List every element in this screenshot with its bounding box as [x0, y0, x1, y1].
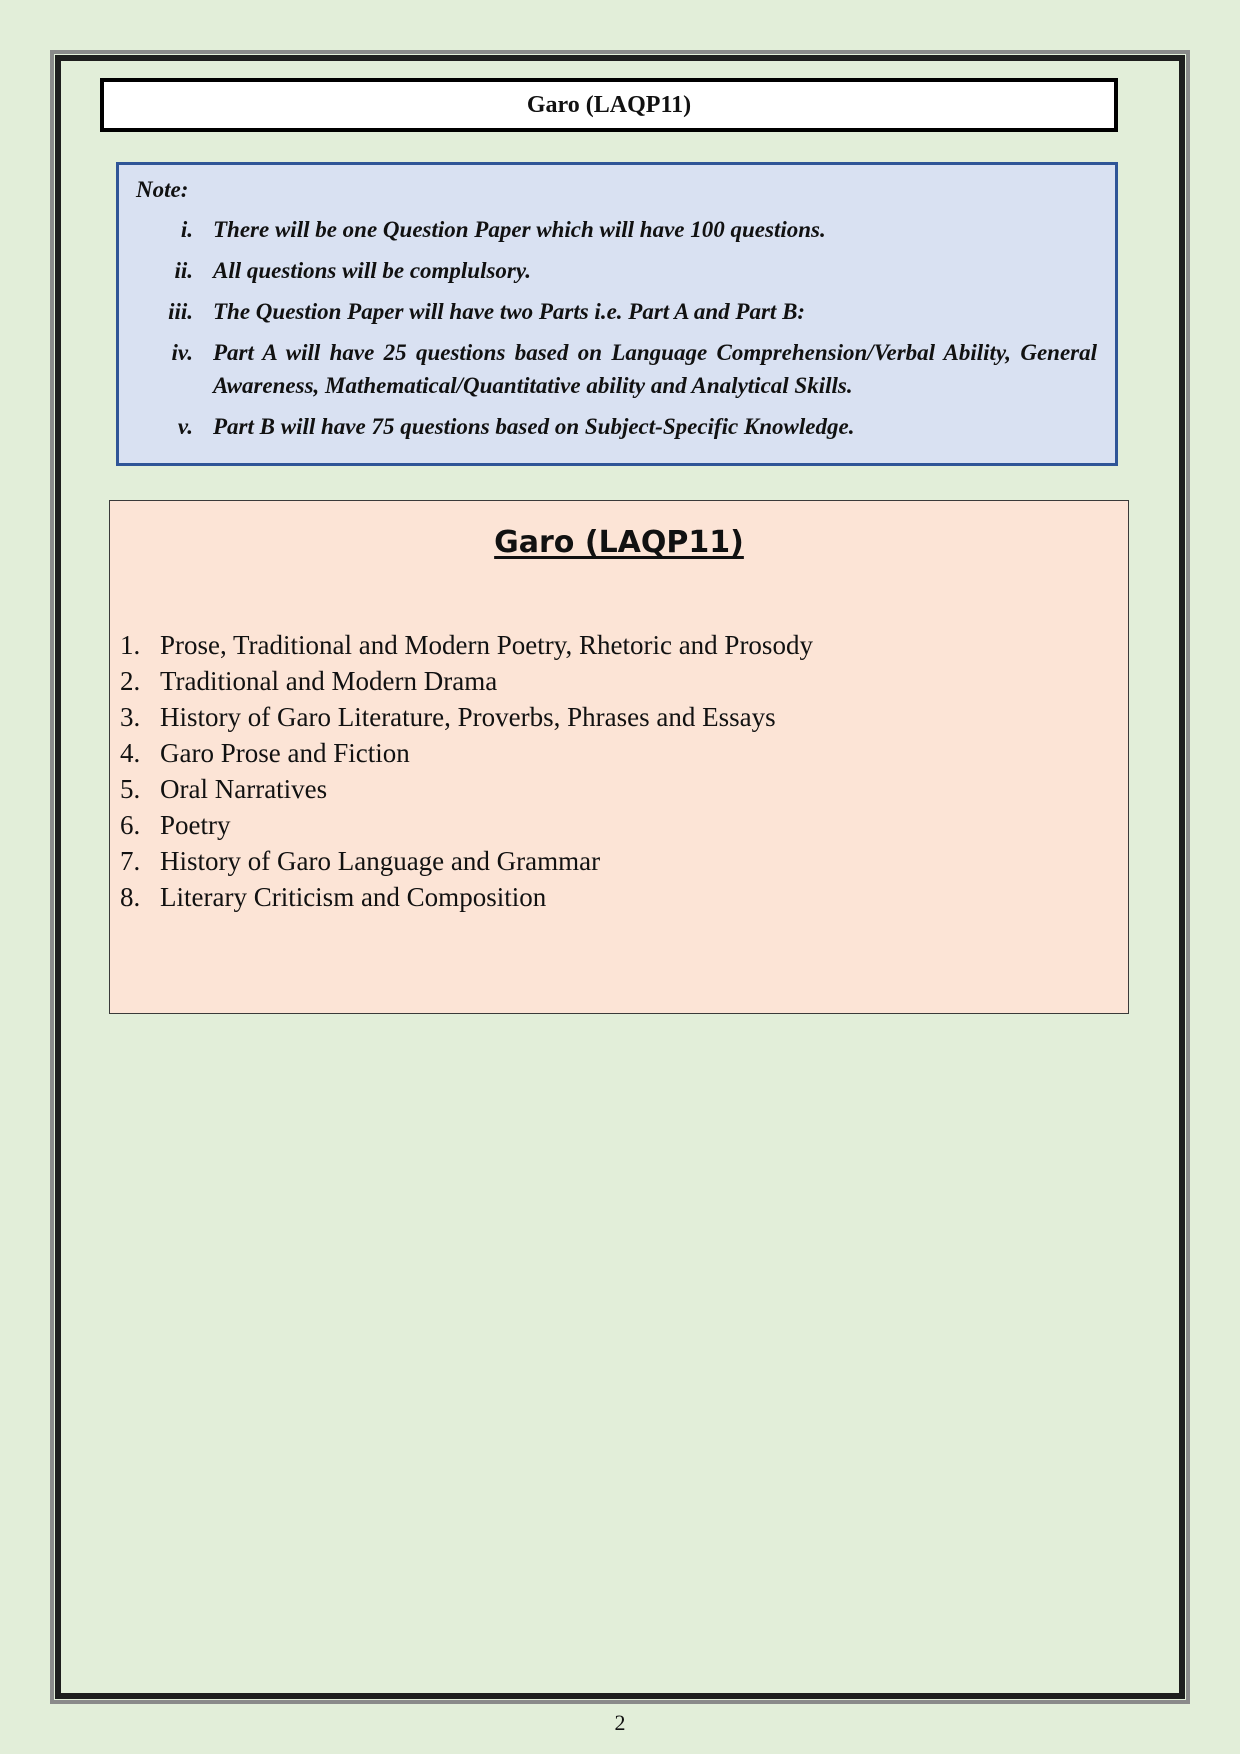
- note-box: [116, 162, 1118, 466]
- note-item: [136, 254, 1097, 287]
- topic-list: [120, 627, 1108, 915]
- note-item-text: All questions will be complulsory.: [213, 258, 531, 283]
- topic-item: [120, 663, 1108, 699]
- note-item: [136, 295, 1097, 328]
- syllabus-box: [109, 500, 1129, 1014]
- topic-number: 4.: [120, 738, 141, 768]
- header-title-box: [100, 78, 1118, 132]
- topic-text: Prose, Traditional and Modern Poetry, Rhetoric and Prosody: [160, 630, 813, 660]
- note-item: [136, 410, 1097, 443]
- topic-number: 5.: [120, 774, 141, 804]
- note-item: [136, 213, 1097, 246]
- note-item: [136, 336, 1097, 402]
- topic-item: [120, 843, 1108, 879]
- topic-item: [120, 735, 1108, 771]
- topic-item: [120, 699, 1108, 735]
- topic-text: History of Garo Language and Grammar: [160, 846, 601, 876]
- note-item-number: ii.: [174, 258, 193, 283]
- syllabus-title: Garo (LAQP11): [494, 525, 744, 560]
- note-item-text: Part A will have 25 questions based on Language Comprehension/Verbal Ability, General Awareness, Mathematical/Quantitative ability and Analytical Skills.: [213, 340, 1097, 398]
- note-item-number: v.: [177, 414, 193, 439]
- page-number: 2: [614, 1710, 626, 1735]
- topic-number: 3.: [120, 702, 141, 732]
- topic-text: Oral Narratives: [160, 774, 328, 804]
- note-item-number: i.: [180, 217, 193, 242]
- topic-text: Traditional and Modern Drama: [160, 666, 498, 696]
- note-label: Note:: [136, 177, 189, 202]
- note-item-number: iv.: [171, 340, 193, 365]
- topic-number: 1.: [120, 630, 141, 660]
- note-item-text: There will be one Question Paper which will have 100 questions.: [213, 217, 826, 242]
- topic-text: Literary Criticism and Composition: [160, 882, 547, 912]
- note-item-number: iii.: [168, 299, 193, 324]
- note-item-text: The Question Paper will have two Parts i.e. Part A and Part B:: [213, 299, 806, 324]
- topic-number: 8.: [120, 882, 141, 912]
- topic-item: [120, 879, 1108, 915]
- note-item-text: Part B will have 75 questions based on Subject-Specific Knowledge.: [213, 414, 855, 439]
- topic-text: History of Garo Literature, Proverbs, Phrases and Essays: [160, 702, 776, 732]
- topic-item: [120, 771, 1108, 807]
- topic-item: [120, 807, 1108, 843]
- topic-number: 6.: [120, 810, 141, 840]
- topic-item: [120, 627, 1108, 663]
- topic-number: 7.: [120, 846, 141, 876]
- topic-text: Garo Prose and Fiction: [160, 738, 410, 768]
- header-title: Garo (LAQP11): [526, 91, 692, 118]
- topic-number: 2.: [120, 666, 141, 696]
- topic-text: Poetry: [160, 810, 231, 840]
